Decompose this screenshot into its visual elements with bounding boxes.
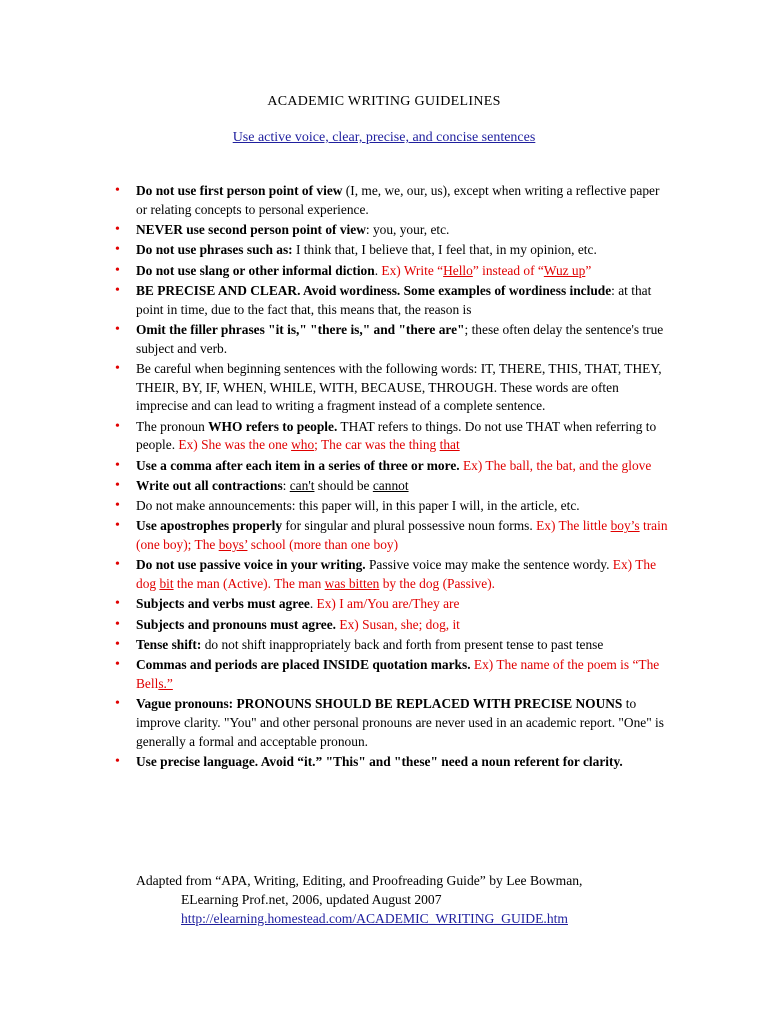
guideline-item <box>112 282 672 319</box>
rule-heading: Do not use phrases such as: <box>136 242 293 258</box>
rule-text: THAT refers to things. Do not use THAT when referring to people. <box>136 418 657 453</box>
guideline-item <box>112 360 672 416</box>
rule-text: can't <box>289 477 315 493</box>
guideline-item <box>112 221 672 240</box>
source-link[interactable]: http://elearning.homestead.com/ACADEMIC_WRITING_GUIDE.htm <box>181 911 568 926</box>
example-text: , <box>572 457 576 473</box>
example-text: Ex) I am/You are/They are <box>316 596 460 612</box>
bullet-icon: • <box>115 557 120 573</box>
rule-text: . <box>374 262 382 278</box>
example-text: who <box>291 437 315 453</box>
example-text: by the dog (Passive). <box>379 576 496 592</box>
example-text: Ex) The name of the poem is “The Bell <box>136 657 660 692</box>
rule-heading: BE PRECISE AND CLEAR. Avoid wordiness. Some examples of wordiness include <box>136 282 612 298</box>
guideline-item <box>112 457 672 476</box>
rule-text: cannot <box>372 477 409 493</box>
page-subtitle: Use active voice, clear, precise, and concise sentences <box>232 130 536 145</box>
rule-heading: Use precise language. Avoid “it.” "This" and "these" need a noun referent for clarity. <box>136 754 623 770</box>
guideline-item <box>112 636 672 655</box>
bullet-icon: • <box>115 754 120 770</box>
guideline-item <box>112 753 672 772</box>
rule-text: : <box>282 477 290 493</box>
guideline-item <box>112 477 672 496</box>
example-text: school (more than one boy) <box>247 537 399 553</box>
example-text: boy’s <box>610 518 640 534</box>
guideline-item <box>112 556 672 593</box>
guideline-item <box>112 695 672 751</box>
rule-heading: Omit the filler phrases "it is," "there is," and "there are" <box>136 321 465 337</box>
rule-heading: Vague pronouns: PRONOUNS SHOULD BE REPLACED WITH PRECISE NOUNS <box>136 696 623 712</box>
rule-heading: Commas and periods are placed INSIDE quotation marks. <box>136 657 471 673</box>
rule-heading: Use a comma after each item in a series of three or more. <box>136 457 460 473</box>
rule-text: Be careful when beginning sentences with the following words: IT, THERE, THIS, THAT, THEY, THEIR, BY, IF, WHEN, WHILE, WITH, BECAUSE, THROUGH. These words are often imprecise and can lead to writing a fragment instead of a complete sentence. <box>136 360 662 414</box>
rule-heading: Do not use first person point of view <box>136 183 343 198</box>
rule-heading: Do not use slang or other informal diction <box>136 262 375 278</box>
guideline-item <box>112 656 672 693</box>
rule-heading: Use apostrophes properly <box>136 518 283 534</box>
example-text: Ex) The dog <box>136 557 657 592</box>
rule-text: . <box>309 596 317 612</box>
example-text: ” instead of “ <box>472 262 544 278</box>
rule-text: for singular and plural possessive noun forms. <box>282 518 537 534</box>
bullet-icon: • <box>115 242 120 258</box>
rule-text: Passive voice may make the sentence wordy. <box>365 557 613 573</box>
bullet-icon: • <box>115 596 120 612</box>
rule-heading: Tense shift: <box>136 637 202 653</box>
example-text: the man (Active). The man <box>173 576 325 592</box>
guideline-item <box>112 418 672 455</box>
rule-heading: Do not use passive voice in your writing. <box>136 557 366 573</box>
bullet-icon: • <box>115 498 120 514</box>
guidelines-list <box>112 182 672 773</box>
bullet-icon: • <box>115 360 120 376</box>
guideline-item <box>112 182 672 219</box>
rule-text: Do not make announcements: this paper will, in this paper I will, in the article, etc. <box>136 498 580 514</box>
example-text: Hello <box>443 262 473 278</box>
rule-text: I think that, I believe that, I feel that, in my opinion, etc. <box>292 242 597 258</box>
example-text: and the glove <box>575 457 652 473</box>
rule-heading: WHO refers to people. <box>208 418 338 434</box>
bullet-icon: • <box>115 222 120 237</box>
attribution-line: Adapted from “APA, Writing, Editing, and Proofreading Guide” by Lee Bowman, <box>136 873 583 888</box>
example-text: bit <box>159 576 174 592</box>
guideline-item <box>112 616 672 635</box>
bullet-icon: • <box>115 616 120 632</box>
attribution-line: ELearning Prof.net, 2006, updated August 2007 <box>181 892 442 907</box>
guideline-item <box>112 595 672 614</box>
bullet-icon: • <box>115 262 120 278</box>
guideline-item <box>112 262 672 281</box>
bullet-icon: • <box>115 637 120 653</box>
guideline-item <box>112 517 672 554</box>
example-text: that <box>439 437 460 453</box>
bullet-icon: • <box>115 418 120 434</box>
rule-heading: Subjects and verbs must agree <box>136 596 310 612</box>
rule-text: : you, your, etc. <box>365 222 450 237</box>
example-text: Ex) Write “ <box>381 262 444 278</box>
bullet-icon: • <box>115 183 120 198</box>
guideline-item <box>112 241 672 260</box>
bullet-icon: • <box>115 477 120 493</box>
page-title: ACADEMIC WRITING GUIDELINES <box>267 94 501 109</box>
bullet-icon: • <box>115 457 120 473</box>
rule-text: (I, me, we, our, us), except when writing a reflective paper or relating concepts to personal experience. <box>136 183 660 217</box>
rule-heading: Write out all contractions <box>136 477 283 493</box>
example-text: Wuz up <box>543 262 586 278</box>
rule-text: The pronoun <box>136 418 209 434</box>
example-text: Ex) She was the one <box>178 437 292 453</box>
example-text: s.” <box>158 676 173 692</box>
guideline-item <box>112 497 672 516</box>
example-text: train (one boy); The <box>136 518 668 553</box>
rule-text: : at that point in time, due to the fact that, this means that, the reason is <box>136 282 652 317</box>
example-text: ” <box>585 262 592 278</box>
rule-heading: NEVER use second person point of view <box>136 222 366 237</box>
example-text: Ex) The little <box>536 518 611 534</box>
bullet-icon: • <box>115 282 120 298</box>
rule-heading: Subjects and pronouns must agree. <box>136 616 337 632</box>
rule-text: to improve clarity. "You" and other personal pronouns are never used in an academic report. "One" is generally a formal and acceptable pronoun. <box>136 696 664 749</box>
example-text: ; The car was the thing <box>314 437 440 453</box>
rule-text: should be <box>314 477 373 493</box>
bullet-icon: • <box>115 321 120 337</box>
bullet-icon: • <box>115 518 120 534</box>
guideline-item <box>112 321 672 358</box>
example-text: Ex) Susan, she; dog, it <box>339 616 460 632</box>
example-text: was bitten <box>324 576 380 592</box>
rule-text: ; these often delay the sentence's true subject and verb. <box>136 321 664 356</box>
rule-text: do not shift inappropriately back and forth from present tense to past tense <box>201 637 604 653</box>
example-text: boys’ <box>218 537 248 553</box>
example-text: Ex) The ball, the bat <box>462 457 573 473</box>
bullet-icon: • <box>115 657 120 673</box>
bullet-icon: • <box>115 696 120 712</box>
attribution <box>136 871 696 928</box>
